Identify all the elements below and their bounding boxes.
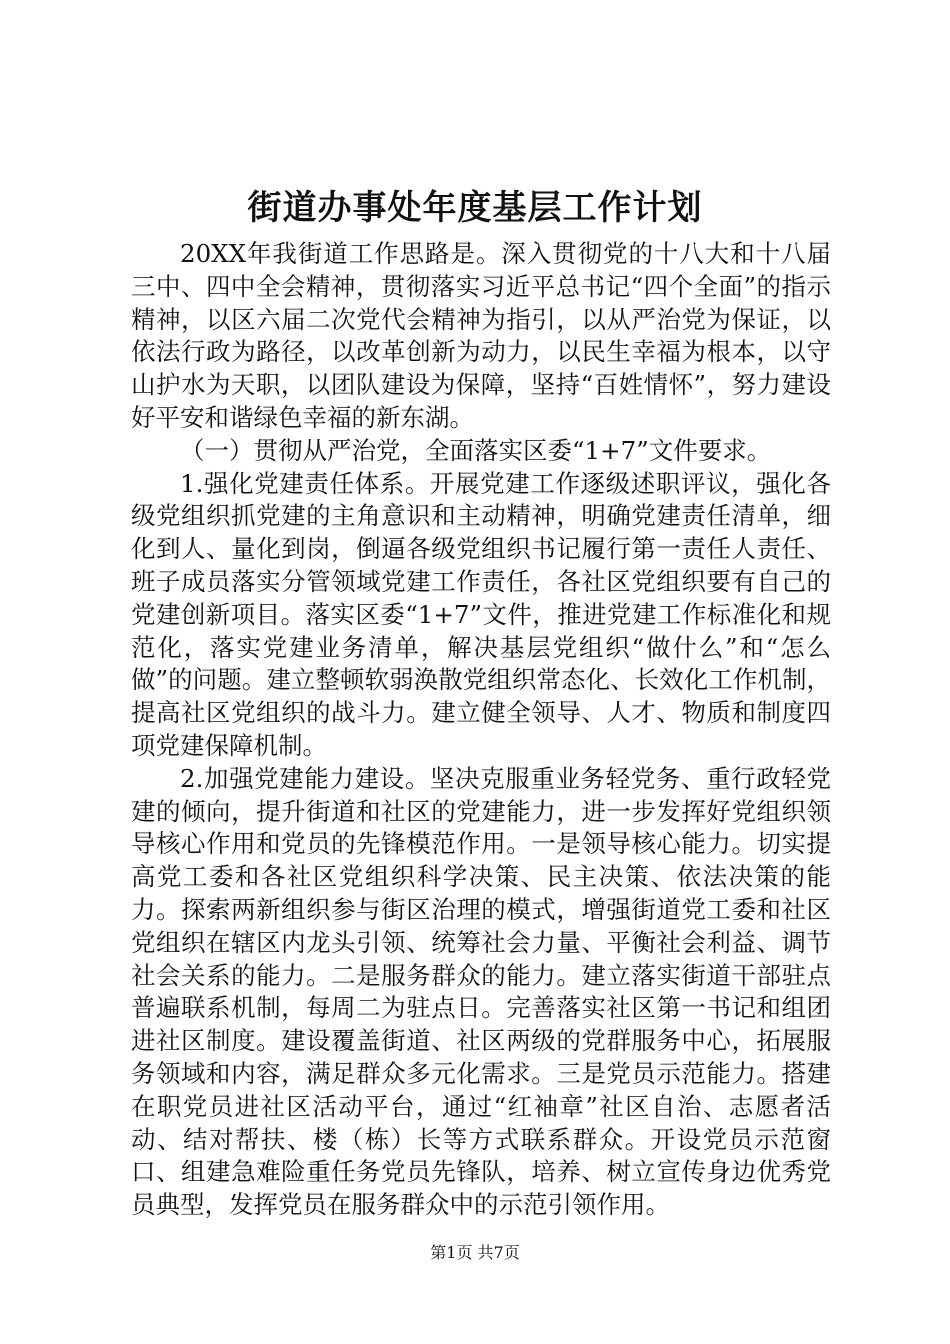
paragraph-item-2: 2.加强党建能力建设。坚决克服重业务轻党务、重行政轻党建的倾向，提升街道和社区的党建能力，进一步发挥好党组织领导核心作用和党员的先锋模范作用。一是领导核心能力。切实提高党工委和各社区党组织科学决策、民主决策、依法决策的能力。探索两新组织参与街区治理的模式，增强街道党工委和社区党组织在辖区内龙头引领、统筹社会力量、平衡社会利益、调节社会关系的能力。二是服务群众的能力。建立落实街道干部驻点普遍联系机制，每周二为驻点日。完善落实社区第一书记和组团进社区制度。建设覆盖街道、社区两级的党群服务中心，拓展服务领域和内容，满足群众多元化需求。三是党员示范能力。搭建在职党员进社区活动平台，通过“红袖章”社区自治、志愿者活动、结对帮扶、楼（栋）长等方式联系群众。开设党员示范窗口、组建急难险重任务党员先锋队，培养、树立宣传身边优秀党员典型，发挥党员在服务群众中的示范引领作用。 xyxy=(131,763,831,1220)
page-number-footer: 第1页 共7页 xyxy=(430,1243,520,1262)
document-title: 街道办事处年度基层工作计划 xyxy=(247,188,703,228)
paragraph-intro: 20XX年我街道工作思路是。深入贯彻党的十八大和十八届三中、四中全会精神，贯彻落实习近平总书记“四个全面”的指示精神，以区六届二次党代会精神为指引，以从严治党为保证，以依法行政为路径，以改革创新为动力，以民生幸福为根本，以守山护水为天职，以团队建设为保障，坚持“百姓情怀”，努力建设好平安和谐绿色幸福的新东湖。 xyxy=(131,239,831,432)
paragraph-item-1: 1.强化党建责任体系。开展党建工作逐级述职评议，强化各级党组织抓党建的主角意识和主动精神，明确党建责任清单，细化到人、量化到岗，倒逼各级党组织书记履行第一责任人责任、班子成员落实分管领域党建工作责任，各社区党组织要有自己的党建创新项目。落实区委“1+7”文件，推进党建工作标准化和规范化，落实党建业务清单，解决基层党组织“做什么”和“怎么做”的问题。建立整顿软弱涣散党组织常态化、长效化工作机制，提高社区党组织的战斗力。建立健全领导、人才、物质和制度四项党建保障机制。 xyxy=(131,468,831,760)
document-body xyxy=(131,238,831,1222)
paragraph-section-heading: （一）贯彻从严治党，全面落实区委“1+7”文件要求。 xyxy=(180,435,772,465)
